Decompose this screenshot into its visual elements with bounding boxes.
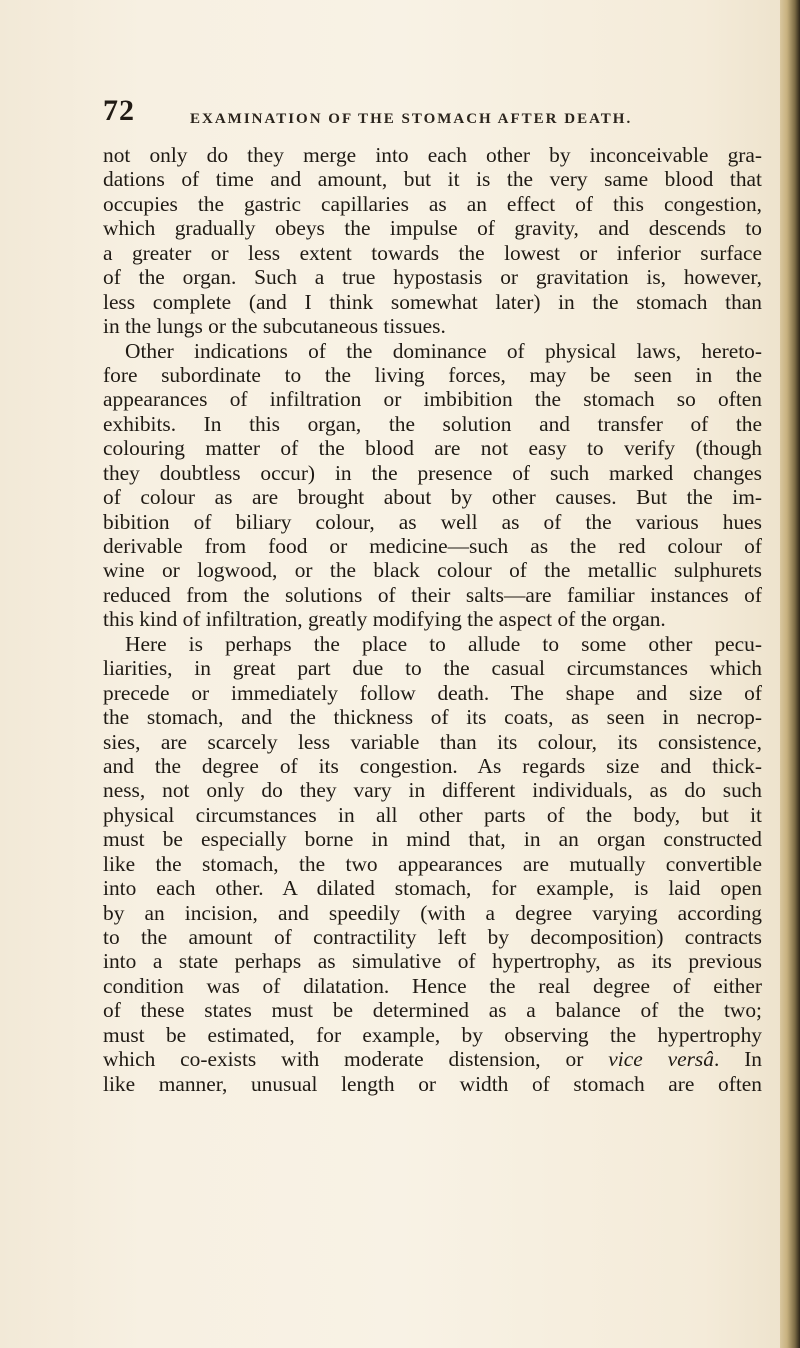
text-line: of these states must be determined as a balance of the two; — [103, 998, 762, 1023]
text-line: appearances of infiltration or imbibition the stomach so often — [103, 387, 762, 412]
text-line: a greater or less extent towards the lowest or inferior surface — [103, 240, 762, 265]
text-line: not only do they merge into each other by inconceivable gra- — [103, 143, 762, 167]
text-line: colouring matter of the blood are not easy to verify (though — [103, 436, 762, 461]
text-line: in the lungs or the subcutaneous tissues. — [103, 314, 446, 339]
text-line: wine or logwood, or the black colour of the metallic sulphurets — [103, 558, 762, 583]
text-line: into each other. A dilated stomach, for example, is laid open — [103, 876, 762, 901]
text-line: of colour as are brought about by other causes. But the im- — [103, 485, 762, 510]
text-line: precede or immediately follow death. The shape and size of — [103, 680, 762, 705]
text-segment: . In — [713, 1047, 763, 1072]
text-line: Other indications of the dominance of physical laws, hereto- — [125, 338, 762, 363]
text-line: sies, are scarcely less variable than its colour, its consistence, — [103, 729, 762, 754]
text-line-with-italic — [103, 1047, 762, 1071]
text-segment: which co-exists with moderate distension, or — [103, 1047, 609, 1072]
italic-phrase: vice versâ — [608, 1047, 714, 1072]
text-line: which gradually obeys the impulse of gravity, and descends to — [103, 216, 762, 241]
text-line: dations of time and amount, but it is the very same blood that — [103, 167, 762, 192]
text-line: exhibits. In this organ, the solution and transfer of the — [103, 411, 762, 436]
text-line: like the stomach, the two appearances are mutually convertible — [103, 851, 762, 876]
page-edge-shadow — [780, 0, 800, 1348]
text-line: ness, not only do they vary in different individuals, as do such — [103, 778, 762, 803]
text-line: to the amount of contractility left by decomposition) contracts — [103, 925, 762, 949]
text-line: must be estimated, for example, by observing the hypertrophy — [103, 1022, 762, 1047]
text-line: reduced from the solutions of their salts—are familiar instances of — [103, 582, 762, 607]
text-line: into a state perhaps as simulative of hypertrophy, as its previous — [103, 949, 762, 974]
body-text — [103, 143, 762, 1096]
text-line: occupies the gastric capillaries as an effect of this congestion, — [103, 191, 762, 216]
text-line: condition was of dilatation. Hence the real degree of either — [103, 973, 762, 998]
page-header — [103, 94, 773, 136]
text-line: liarities, in great part due to the casual circumstances which — [103, 656, 762, 681]
text-line: of the organ. Such a true hypostasis or gravitation is, however, — [103, 265, 762, 290]
text-line: they doubtless occur) in the presence of such marked changes — [103, 460, 762, 485]
text-line: derivable from food or medicine—such as the red colour of — [103, 534, 762, 558]
text-line: less complete (and I think somewhat later) in the stomach than — [103, 289, 762, 314]
text-line: and the degree of its congestion. As regards size and thick- — [103, 753, 762, 778]
text-line: must be especially borne in mind that, in an organ constructed — [103, 827, 762, 852]
text-line: Here is perhaps the place to allude to some other pecu- — [125, 631, 762, 656]
text-line: fore subordinate to the living forces, may be seen in the — [103, 362, 762, 387]
page-number: 72 — [103, 94, 135, 127]
text-line: this kind of infiltration, greatly modifying the aspect of the organ. — [103, 607, 666, 632]
text-line: bibition of biliary colour, as well as of the various hues — [103, 509, 762, 534]
text-line: like manner, unusual length or width of stomach are often — [103, 1071, 762, 1096]
running-head: EXAMINATION OF THE STOMACH AFTER DEATH. — [190, 111, 633, 127]
text-line: by an incision, and speedily (with a degree varying according — [103, 900, 762, 925]
text-line: physical circumstances in all other parts of the body, but it — [103, 802, 762, 827]
text-line: the stomach, and the thickness of its coats, as seen in necrop- — [103, 705, 762, 730]
